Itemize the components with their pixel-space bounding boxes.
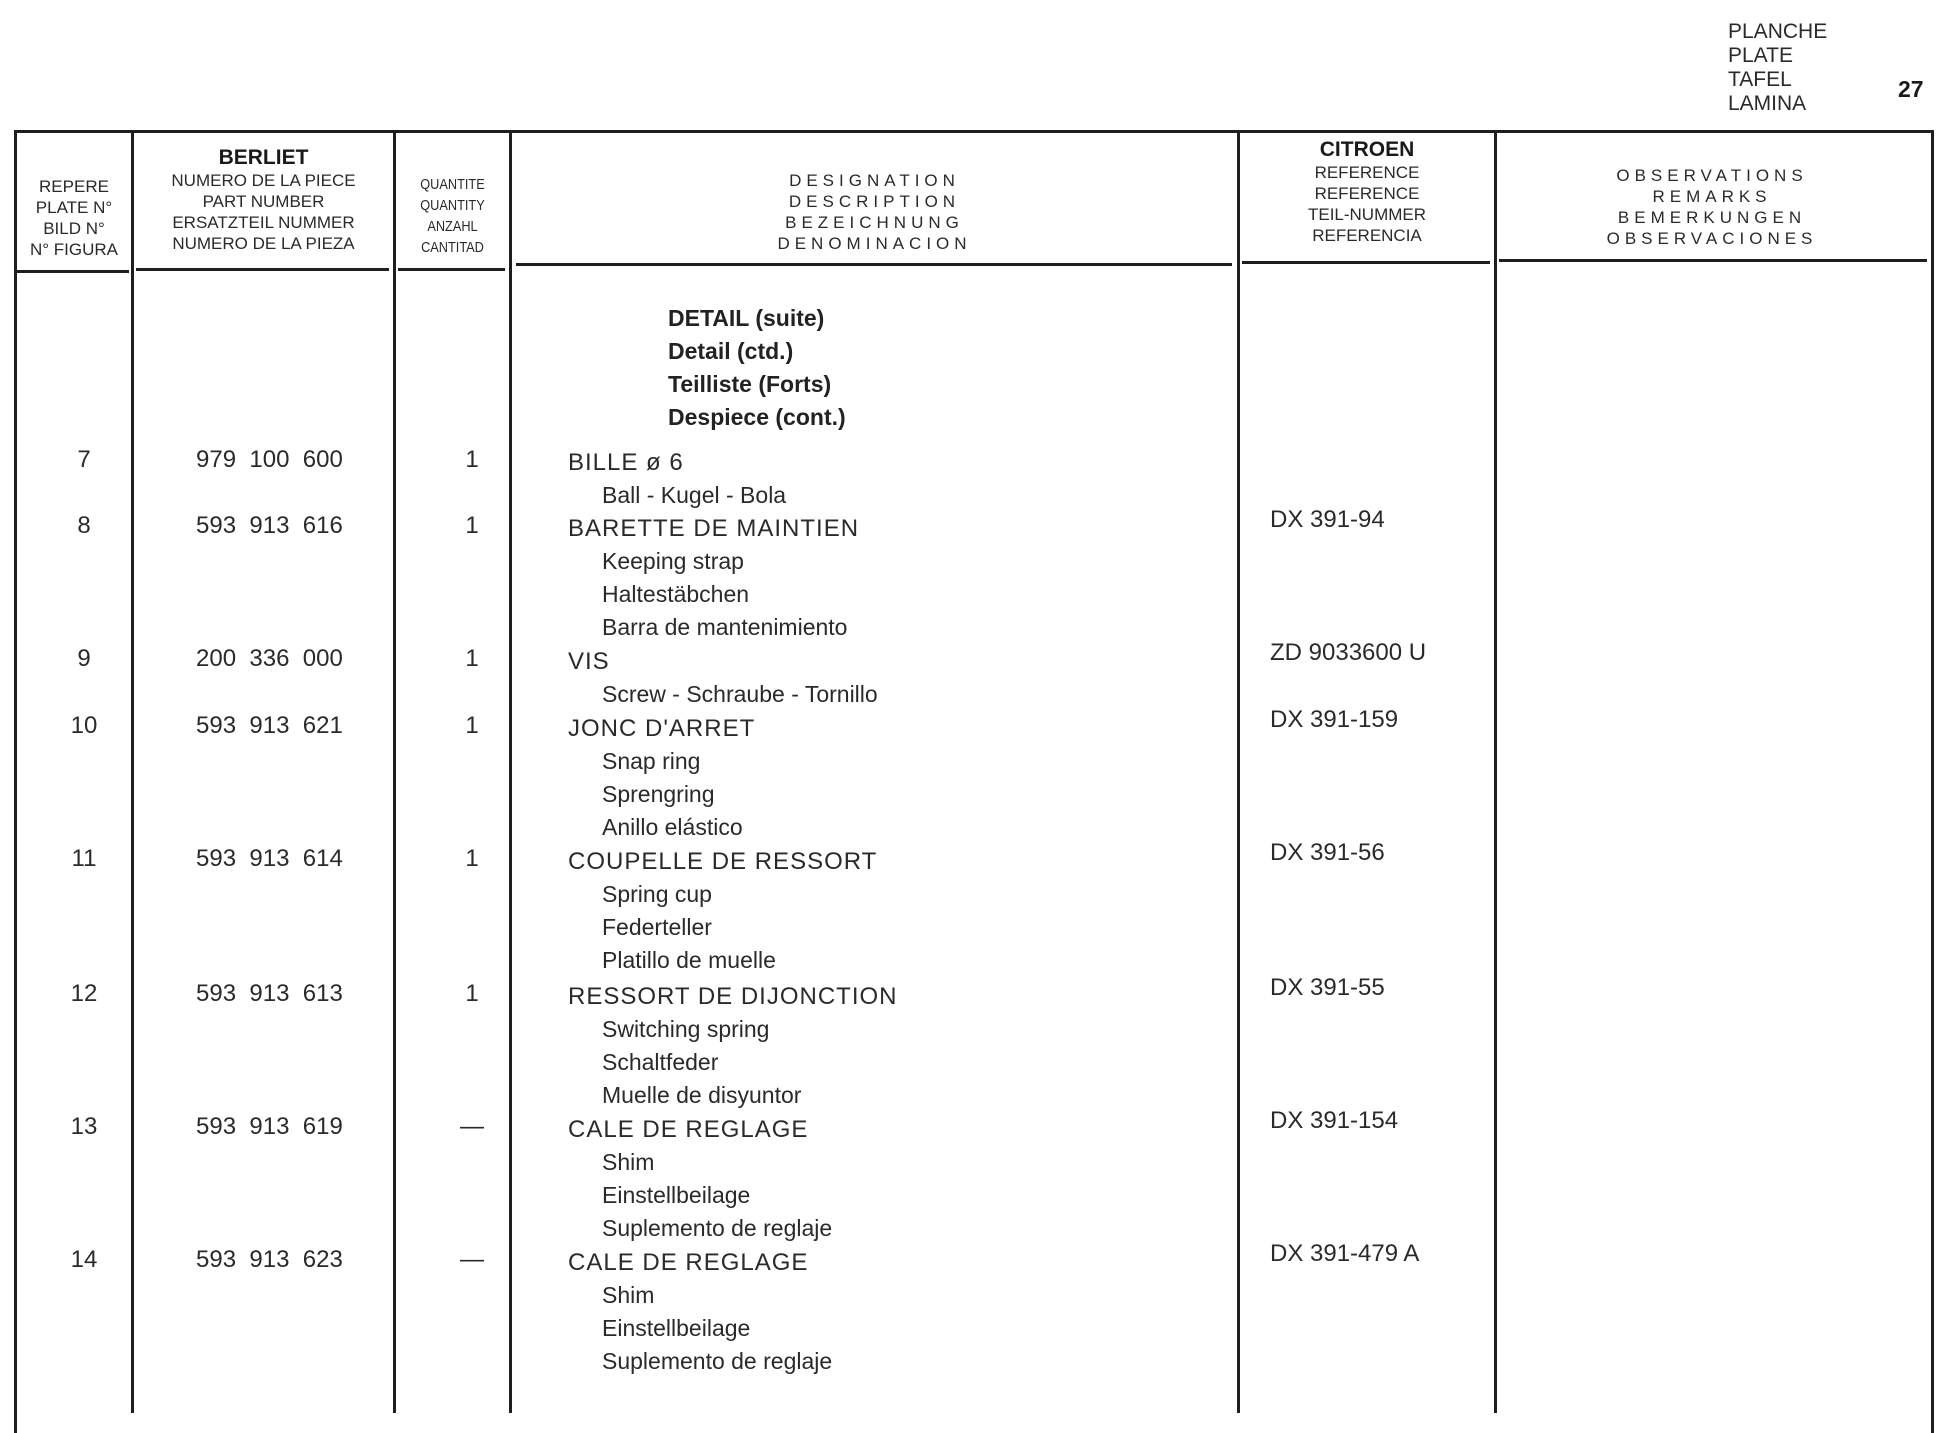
designation-cell [568,980,897,1112]
header-text: QUANTITE [420,176,485,193]
header-text: PART NUMBER [202,192,325,211]
designation-sub: Schaltfeder [602,1049,719,1075]
designation-sub: Muelle de disyuntor [602,1082,802,1108]
citroen-ref-cell: DX 391-55 [1270,974,1385,1001]
repere-cell: 9 [77,645,91,672]
part-number-cell: 593 913 613 [196,980,343,1007]
designation-cell [568,1246,832,1378]
citroen-ref-cell: DX 391-94 [1270,506,1385,533]
designation-cell [568,446,786,512]
repere-cell: 7 [77,446,91,473]
designation-cell [568,1113,832,1245]
header-berliet-title: BERLIET [218,146,309,169]
designation-cell [568,512,859,644]
header-underline [398,268,505,271]
citroen-ref-cell: DX 391-479 A [1270,1240,1420,1267]
part-number-cell: 593 913 616 [196,512,343,539]
part-number-cell: 593 913 623 [196,1246,343,1273]
plate-label: PLATE [1728,44,1793,67]
designation-sub: Switching spring [602,1016,770,1042]
detail-title-line: Detail (ctd.) [668,338,794,364]
detail-title-line: Despiece (cont.) [668,404,846,430]
header-underline [17,270,129,273]
header-underline [1242,261,1490,264]
header-text: PLATE N° [35,198,113,217]
plate-number: 27 [1898,76,1924,102]
citroen-ref-cell: DX 391-154 [1270,1107,1399,1134]
designation-sub: Screw - Schraube - Tornillo [602,681,878,707]
header-text: BEZEICHNUNG [785,213,964,232]
quantity-cell: 1 [465,845,479,872]
designation-sub: Suplemento de reglaje [602,1215,833,1241]
header-repere [17,176,131,260]
detail-title-line: DETAIL (suite) [668,305,825,331]
header-text: DESIGNATION [789,171,960,190]
designation-sub: Snap ring [602,748,701,774]
designation-sub: Suplemento de reglaje [602,1348,833,1374]
header-text: OBSERVATIONS [1616,166,1808,185]
header-berliet [134,146,393,254]
header-text: ANZAHL [427,218,478,235]
part-number-cell: 979 100 600 [196,446,343,473]
header-underline [516,263,1232,266]
quantity-cell: 1 [465,512,479,539]
designation-main: JONC D'ARRET [568,715,756,742]
header-text: N° FIGURA [29,240,119,259]
repere-cell: 8 [77,512,91,539]
designation-sub: Shim [602,1149,655,1175]
header-text: NUMERO DE LA PIEZA [172,234,355,253]
header-underline [136,268,389,271]
quantity-cell: 1 [465,645,479,672]
designation-sub: Sprengring [602,781,715,807]
detail-title [668,302,846,434]
designation-sub: Federteller [602,914,712,940]
table-frame [14,130,1934,1433]
designation-sub: Spring cup [602,881,712,907]
header-text: REMARKS [1652,187,1772,206]
designation-cell [568,645,878,711]
plate-labels [1728,20,1827,116]
repere-cell: 14 [70,1246,98,1273]
header-text: REFERENCE [1314,184,1420,203]
repere-cell: 12 [70,980,98,1007]
designation-main: RESSORT DE DIJONCTION [568,983,898,1010]
citroen-ref-cell: ZD 9033600 U [1270,639,1427,666]
designation-main: BARETTE DE MAINTIEN [568,515,860,542]
repere-cell: 13 [70,1113,98,1140]
repere-cell: 11 [71,845,97,872]
header-text: CANTITAD [421,239,484,256]
designation-sub: Anillo elástico [602,814,743,840]
part-number-cell: 593 913 621 [196,712,343,739]
header-text: REFERENCIA [1312,226,1422,245]
column-divider [393,133,396,1413]
header-text: ERSATZTEIL NUMMER [172,213,355,232]
plate-label: TAFEL [1728,68,1792,91]
header-citroen [1240,138,1494,246]
header-underline [1499,259,1927,262]
citroen-ref-cell: DX 391-56 [1270,839,1385,866]
column-divider [509,133,512,1413]
header-text: REPERE [39,177,109,196]
header-citroen-title: CITROEN [1319,138,1415,161]
header-text: OBSERVACIONES [1606,229,1818,248]
header-text: QUANTITY [420,197,485,214]
column-divider [1494,133,1497,1413]
repere-cell: 10 [70,712,98,739]
header-designation [512,170,1237,254]
column-divider [1237,133,1240,1413]
header-text: BEMERKUNGEN [1617,208,1807,227]
plate-label: LAMINA [1728,92,1807,115]
quantity-cell: 1 [465,446,479,473]
designation-sub: Ball - Kugel - Bola [602,482,787,508]
part-number-cell: 200 336 000 [196,645,343,672]
designation-cell [568,845,877,977]
citroen-ref-cell: DX 391-159 [1270,706,1399,733]
part-number-cell: 593 913 614 [196,845,343,872]
header-observations [1497,165,1927,249]
plate-label: PLANCHE [1728,20,1828,43]
quantity-cell: 1 [465,980,479,1007]
column-divider [131,133,134,1413]
designation-sub: Haltestäbchen [602,581,750,607]
designation-main: CALE DE REGLAGE [568,1116,809,1143]
quantity-cell: — [460,1246,484,1273]
designation-main: CALE DE REGLAGE [568,1249,809,1276]
designation-cell [568,712,755,844]
designation-sub: Einstellbeilage [602,1315,751,1341]
designation-sub: Platillo de muelle [602,947,776,973]
header-quantite [396,174,509,258]
quantity-cell: 1 [465,712,479,739]
quantity-cell: — [460,1113,484,1140]
designation-main: VIS [568,648,610,675]
designation-sub: Barra de mantenimiento [602,614,848,640]
designation-sub: Shim [602,1282,655,1308]
header-text: DENOMINACION [777,234,972,253]
header-text: NUMERO DE LA PIECE [171,171,356,190]
header-text: REFERENCE [1314,163,1420,182]
detail-title-line: Teilliste (Forts) [668,371,832,397]
designation-main: BILLE ø 6 [568,449,684,476]
part-number-cell: 593 913 619 [196,1113,343,1140]
designation-main: COUPELLE DE RESSORT [568,848,878,875]
header-text: DESCRIPTION [788,192,961,211]
designation-sub: Keeping strap [602,548,744,574]
header-text: TEIL-NUMMER [1307,205,1427,224]
designation-sub: Einstellbeilage [602,1182,751,1208]
header-text: BILD N° [43,219,105,238]
